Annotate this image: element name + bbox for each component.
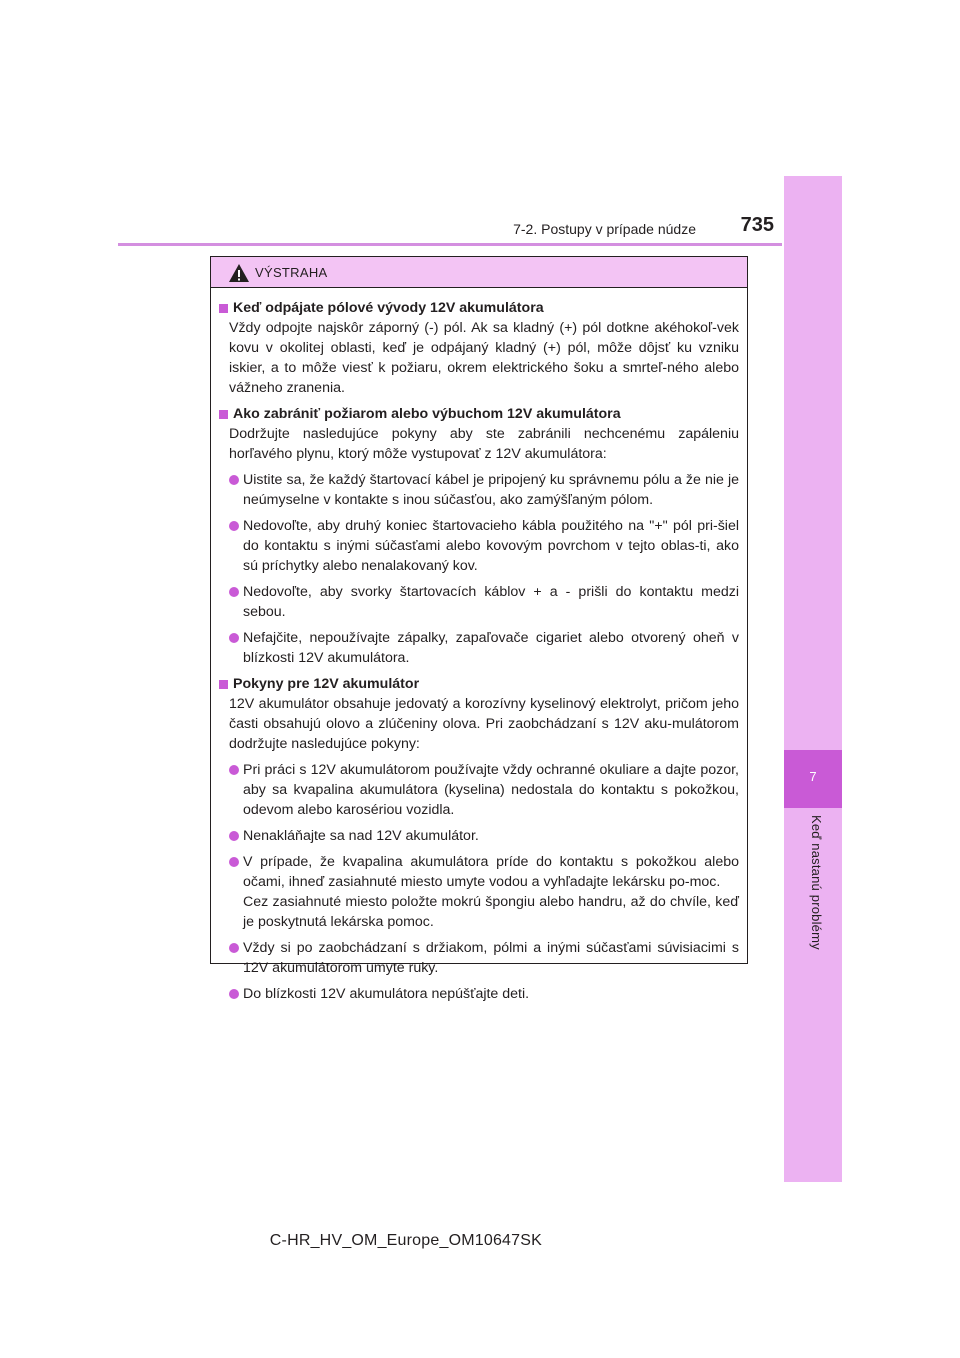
round-bullet-icon	[229, 587, 239, 597]
bullet-item	[229, 516, 739, 576]
warning-body	[211, 288, 747, 1004]
bullet-item	[229, 582, 739, 622]
bullet-text: Nenakláňajte sa nad 12V akumulátor.	[243, 828, 479, 844]
section-text: Vždy odpojte najskôr záporný (-) pól. Ak sa kladný (+) pól dotkne akéhokoľ-vek kovu v okolitej oblasti, keď je odpájaný kladný (+) pól, môže dôjsť ku vzniku iskier, a to môže viesť k požiaru, okrem elektrického šoku a smrteľ-ného alebo vážneho zranenia.	[229, 320, 739, 396]
bullet-item	[229, 470, 739, 510]
round-bullet-icon	[229, 857, 239, 867]
bullet-text: V prípade, že kvapalina akumulátora príde do kontaktu s pokožkou alebo očami, ihneď zasiahnuté miesto umyte vodou a vyhľadajte lekársku po-moc. Cez zasiahnuté miesto položte mokrú špongiu alebo handru, až do chvíle, keď je poskytnutá lekárska pomoc.	[243, 854, 739, 930]
page-number: 735	[740, 214, 774, 236]
section-heading	[219, 404, 739, 424]
section-heading	[219, 298, 739, 318]
chapter-label: Keď nastanú problémy	[809, 815, 824, 950]
round-bullet-icon	[229, 989, 239, 999]
bullet-text: Do blízkosti 12V akumulátora nepúšťajte deti.	[243, 986, 530, 1002]
round-bullet-icon	[229, 633, 239, 643]
header-section-title: 7-2. Postupy v prípade núdze	[513, 221, 696, 237]
bullet-item	[229, 760, 739, 820]
bullet-text: Pri práci s 12V akumulátorom používajte vždy ochranné okuliare a dajte pozor, aby sa kvapalina akumulátora (kyselina) nedostala do kontaktu s pokožkou, odevom alebo karosériou vozidla.	[243, 762, 739, 818]
header-rule	[118, 243, 782, 246]
warning-section	[219, 404, 739, 668]
bullet-item	[229, 984, 739, 1004]
round-bullet-icon	[229, 765, 239, 775]
section-text: Dodržujte nasledujúce pokyny aby ste zabránili nechcenému zapáleniu horľavého plynu, ktorý môže vystupovať z 12V akumulátora:	[229, 426, 739, 462]
chapter-side-tab	[784, 176, 842, 1182]
warning-triangle-icon	[228, 263, 250, 283]
document-code: C-HR_HV_OM_Europe_OM10647SK	[269, 1232, 542, 1249]
warning-section	[219, 674, 739, 1004]
warning-box	[210, 256, 748, 1002]
bullet-item	[229, 826, 739, 846]
round-bullet-icon	[229, 475, 239, 485]
square-bullet-icon	[219, 304, 228, 313]
bullet-item	[229, 852, 739, 932]
square-bullet-icon	[219, 410, 228, 419]
section-title: Keď odpájate pólové vývody 12V akumulátora	[233, 300, 544, 316]
bullet-text: Nefajčite, nepoužívajte zápalky, zapaľovače cigariet alebo otvorený oheň v blízkosti 12V akumulátora.	[243, 630, 739, 666]
bullet-item	[229, 938, 739, 978]
bullet-text: Uistite sa, že každý štartovací kábel je pripojený ku správnemu pólu a že nie je neúmyselne v kontakte s inou súčasťou, ako zamýšľaným pólom.	[243, 472, 739, 508]
section-heading	[219, 674, 739, 694]
warning-header	[211, 257, 747, 288]
section-text: 12V akumulátor obsahuje jedovatý a korozívny kyselinový elektrolyt, pričom jeho časti obsahujú olovo a zlúčeniny olova. Pri zaobchádzaní s 12V aku-mulátorom dodržujte nasledujúce pokyny:	[229, 696, 739, 752]
warning-title: VÝSTRAHA	[255, 265, 328, 280]
bullet-text: Nedovoľte, aby druhý koniec štartovacieho kábla použitého na "+" pól pri-šiel do kontaktu s inými súčasťami alebo kovovým povrchom v tejto oblas-ti, ako sú príchytky alebo nenalakovaný kov.	[243, 518, 739, 574]
bullet-text: Nedovoľte, aby svorky štartovacích káblov + a - prišli do kontaktu medzi sebou.	[243, 584, 739, 620]
round-bullet-icon	[229, 943, 239, 953]
section-title: Pokyny pre 12V akumulátor	[233, 676, 420, 692]
bullet-text: Vždy si po zaobchádzaní s držiakom, pólmi a inými súčasťami súvisiacimi s 12V akumulátorom umyte ruky.	[243, 940, 739, 976]
square-bullet-icon	[219, 680, 228, 689]
warning-section	[219, 298, 739, 398]
bullet-item	[229, 628, 739, 668]
round-bullet-icon	[229, 831, 239, 841]
round-bullet-icon	[229, 521, 239, 531]
section-title: Ako zabrániť požiarom alebo výbuchom 12V akumulátora	[233, 406, 621, 422]
chapter-number: 7	[809, 769, 817, 784]
